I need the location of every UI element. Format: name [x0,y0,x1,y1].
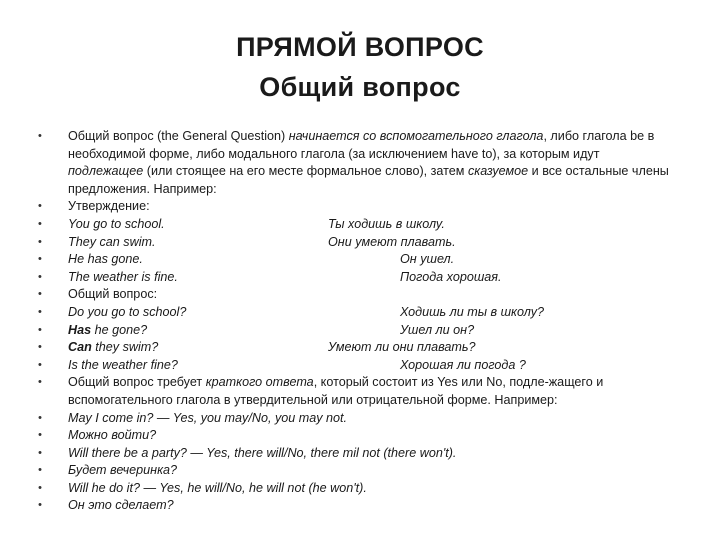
question-row [38,322,678,340]
question-ru: Ходишь ли ты в школу? [400,304,544,319]
list-item-short-answer [38,374,678,409]
example-text: May I come in? — Yes, you may/No, you may not. [68,410,348,425]
bullet: • [38,130,42,142]
bullet: • [38,323,42,336]
bullet: • [38,305,42,318]
statement-row [38,216,678,234]
statement-ru: Они умеют плавать. [328,234,456,249]
content-list [38,128,678,515]
slide-title: ПРЯМОЙ ВОПРОС [236,32,484,62]
bullet: • [38,464,42,477]
example-item [38,427,678,445]
bullet: • [38,429,42,442]
list-item-statement-label [38,198,678,216]
question-row [38,339,678,357]
bullet: • [38,270,42,283]
intro-text-6: сказуемое [467,164,529,179]
question-rest: they swim? [91,340,159,355]
intro-text-2: начинается со вспомогательного глагола [288,129,544,143]
short-text-1: Общий вопрос требует [68,375,206,390]
bullet: • [38,446,42,459]
example-text: Will there be a party? — Yes, there will/No, there mil not (there won't). [68,445,457,460]
bullet: • [38,411,42,424]
question-ru: Ушел ли он? [400,322,475,337]
bullet: • [38,499,42,512]
statement-row [38,234,678,252]
slide-subtitle: Общий вопрос [259,72,461,102]
bullet: • [38,200,42,213]
bullet: • [38,481,42,494]
example-text: Он это сделает? [68,498,174,513]
question-lead: Can [68,340,92,355]
statement-label: Утверждение: [68,199,150,214]
bullet: • [38,235,42,248]
question-rest: he gone? [91,322,148,337]
statement-en: They can swim. [68,234,156,249]
intro-text-4: подлежащее [68,164,144,179]
question-row [38,357,678,375]
intro-text-3: , либо глагола be в необходимой форме, либо модального глагола (за исключением have to), за которым идут [68,129,655,161]
question-label: Общий вопрос: [68,287,158,302]
question-en [68,304,186,322]
intro-text-5: (или стоящее на его месте формальное слово), затем [143,164,468,179]
statement-ru: Ты ходишь в школу. [328,216,445,231]
example-text: Will he do it? — Yes, he will/No, he will not (he won't). [68,480,367,495]
intro-text-7: и все остальные члены предложения. Например: [68,164,669,196]
list-item-intro [38,128,678,198]
bullet: • [38,288,42,301]
list-item-question-label [38,286,678,304]
intro-text-1: Общий вопрос (the General Question) [68,129,289,143]
question-rest: Is the weather fine? [68,357,178,372]
question-row [38,304,678,322]
question-ru: Хорошая ли погода ? [400,357,526,372]
question-lead: Has [68,322,92,337]
example-text: Можно войти? [68,428,157,443]
example-item [38,497,678,515]
question-en [68,322,147,340]
example-text: Будет вечеринка? [68,463,178,478]
question-en [68,357,178,375]
example-item [38,410,678,428]
bullet: • [38,253,42,266]
question-rest: Do you go to school? [68,304,187,319]
statement-en: He has gone. [68,252,143,267]
short-text-3: , который состоит из Yes или No, подле-жащего и вспомогательного глагола в утвердительной или отрицательной форме. Например: [68,375,604,407]
statement-row [38,251,678,269]
bullet: • [38,376,42,389]
statement-row [38,269,678,287]
example-item [38,462,678,480]
question-ru: Умеют ли они плавать? [328,340,476,355]
bullet: • [38,358,42,371]
example-item [38,445,678,463]
bullet: • [38,217,42,230]
question-en [68,339,158,357]
short-text-2: краткого ответа [205,375,314,390]
statement-ru: Погода хорошая. [400,269,502,284]
statement-ru: Он ушел. [400,252,455,267]
bullet: • [38,341,42,354]
example-item [38,480,678,498]
statement-en: The weather is fine. [68,269,178,284]
statement-en: You go to school. [68,216,165,231]
